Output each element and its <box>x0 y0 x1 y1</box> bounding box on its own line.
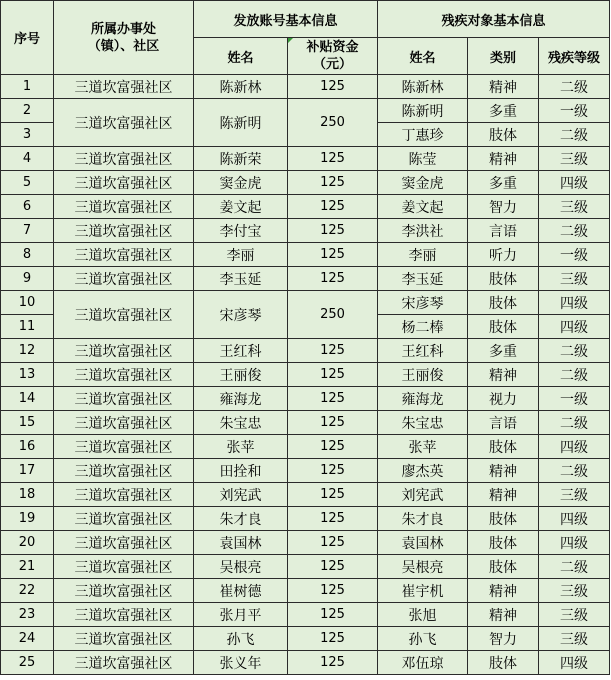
cell-account-name[interactable]: 刘宪武 <box>194 483 288 507</box>
cell-level[interactable]: 二级 <box>539 219 610 243</box>
cell-subsidy[interactable]: 125 <box>288 267 378 291</box>
cell-seq[interactable]: 3 <box>1 123 54 147</box>
cell-category[interactable]: 肢体 <box>468 507 539 531</box>
cell-disabled-name[interactable]: 张苹 <box>378 435 468 459</box>
cell-category[interactable]: 肢体 <box>468 531 539 555</box>
cell-seq[interactable]: 4 <box>1 147 54 171</box>
cell-subsidy[interactable]: 125 <box>288 603 378 627</box>
cell-subsidy[interactable]: 125 <box>288 411 378 435</box>
cell-account-name[interactable]: 姜文起 <box>194 195 288 219</box>
cell-seq[interactable]: 9 <box>1 267 54 291</box>
cell-account-name[interactable]: 孙飞 <box>194 627 288 651</box>
cell-office[interactable]: 三道坎富强社区 <box>54 579 194 603</box>
cell-category[interactable]: 精神 <box>468 603 539 627</box>
cell-disabled-name[interactable]: 窦金虎 <box>378 171 468 195</box>
cell-disabled-name[interactable]: 李洪社 <box>378 219 468 243</box>
cell-disabled-name[interactable]: 邓伍琼 <box>378 651 468 675</box>
cell-office[interactable]: 三道坎富强社区 <box>54 651 194 675</box>
table-row <box>1 507 610 531</box>
header-disabled-group[interactable]: 残疾对象基本信息 <box>378 1 610 38</box>
header-subsidy-line2: （元） <box>313 57 353 72</box>
cell-account-name[interactable]: 宋彦琴 <box>194 291 288 339</box>
cell-account-name[interactable]: 王红科 <box>194 339 288 363</box>
header-subsidy[interactable] <box>288 38 378 75</box>
cell-level[interactable]: 四级 <box>539 651 610 675</box>
cell-category[interactable]: 言语 <box>468 411 539 435</box>
cell-level[interactable]: 二级 <box>539 411 610 435</box>
header-account-group[interactable]: 发放账号基本信息 <box>194 1 378 38</box>
cell-seq[interactable]: 21 <box>1 555 54 579</box>
cell-office[interactable]: 三道坎富强社区 <box>54 555 194 579</box>
header-disabled-name[interactable]: 姓名 <box>378 38 468 75</box>
cell-seq[interactable]: 24 <box>1 627 54 651</box>
cell-level[interactable]: 四级 <box>539 315 610 339</box>
cell-account-name[interactable]: 雍海龙 <box>194 387 288 411</box>
cell-disabled-name[interactable]: 廖杰英 <box>378 459 468 483</box>
cell-level[interactable]: 三级 <box>539 603 610 627</box>
cell-account-name[interactable]: 张苹 <box>194 435 288 459</box>
cell-disabled-name[interactable]: 李玉延 <box>378 267 468 291</box>
cell-office[interactable]: 三道坎富强社区 <box>54 507 194 531</box>
cell-subsidy[interactable]: 125 <box>288 651 378 675</box>
cell-level[interactable]: 四级 <box>539 291 610 315</box>
cell-subsidy[interactable]: 125 <box>288 75 378 99</box>
table-row <box>1 603 610 627</box>
table-row <box>1 75 610 99</box>
cell-account-name[interactable]: 崔树德 <box>194 579 288 603</box>
cell-subsidy[interactable]: 125 <box>288 243 378 267</box>
cell-account-name[interactable]: 张月平 <box>194 603 288 627</box>
header-office-line2: （镇）、社区 <box>87 38 160 54</box>
table-row <box>1 651 610 675</box>
cell-office[interactable]: 三道坎富强社区 <box>54 531 194 555</box>
cell-office[interactable]: 三道坎富强社区 <box>54 339 194 363</box>
cell-office[interactable]: 三道坎富强社区 <box>54 627 194 651</box>
cell-subsidy[interactable]: 125 <box>288 483 378 507</box>
cell-level[interactable]: 三级 <box>539 627 610 651</box>
cell-category[interactable]: 精神 <box>468 363 539 387</box>
table-row <box>1 387 610 411</box>
cell-level[interactable]: 四级 <box>539 435 610 459</box>
cell-seq[interactable]: 15 <box>1 411 54 435</box>
cell-disabled-name[interactable]: 朱才良 <box>378 507 468 531</box>
cell-level[interactable]: 三级 <box>539 267 610 291</box>
cell-subsidy[interactable]: 125 <box>288 147 378 171</box>
cell-office[interactable]: 三道坎富强社区 <box>54 99 194 147</box>
cell-subsidy[interactable]: 125 <box>288 363 378 387</box>
cell-seq[interactable]: 7 <box>1 219 54 243</box>
table-row <box>1 579 610 603</box>
cell-category[interactable]: 智力 <box>468 195 539 219</box>
cell-category[interactable]: 精神 <box>468 147 539 171</box>
table-row <box>1 627 610 651</box>
cell-subsidy[interactable]: 250 <box>288 291 378 339</box>
cell-seq[interactable]: 19 <box>1 507 54 531</box>
cell-category[interactable]: 肢体 <box>468 267 539 291</box>
cell-category[interactable]: 肢体 <box>468 651 539 675</box>
cell-category[interactable]: 多重 <box>468 339 539 363</box>
cell-subsidy[interactable]: 125 <box>288 171 378 195</box>
cell-disabled-name[interactable]: 丁惠珍 <box>378 123 468 147</box>
cell-level[interactable]: 二级 <box>539 555 610 579</box>
table-row <box>1 483 610 507</box>
cell-subsidy[interactable]: 125 <box>288 195 378 219</box>
table-row <box>1 531 610 555</box>
header-office[interactable] <box>54 1 194 75</box>
cell-office[interactable]: 三道坎富强社区 <box>54 483 194 507</box>
cell-seq[interactable]: 6 <box>1 195 54 219</box>
header-office-line1: 所属办事处 <box>90 21 156 37</box>
cell-seq[interactable]: 18 <box>1 483 54 507</box>
cell-subsidy[interactable]: 125 <box>288 627 378 651</box>
cell-level[interactable]: 二级 <box>539 75 610 99</box>
cell-subsidy[interactable]: 125 <box>288 387 378 411</box>
cell-office[interactable]: 三道坎富强社区 <box>54 387 194 411</box>
cell-seq[interactable]: 22 <box>1 579 54 603</box>
cell-subsidy[interactable]: 125 <box>288 579 378 603</box>
cell-disabled-name[interactable]: 杨二棒 <box>378 315 468 339</box>
table-row <box>1 171 610 195</box>
cell-account-name[interactable]: 陈新林 <box>194 75 288 99</box>
cell-seq[interactable]: 23 <box>1 603 54 627</box>
cell-category[interactable]: 多重 <box>468 171 539 195</box>
cell-account-name[interactable]: 朱才良 <box>194 507 288 531</box>
cell-seq[interactable]: 10 <box>1 291 54 315</box>
table-row <box>1 147 610 171</box>
cell-subsidy[interactable]: 125 <box>288 435 378 459</box>
cell-seq[interactable]: 17 <box>1 459 54 483</box>
table-row <box>1 195 610 219</box>
cell-account-name[interactable]: 王丽俊 <box>194 363 288 387</box>
cell-account-name[interactable]: 陈新荣 <box>194 147 288 171</box>
table-row <box>1 243 610 267</box>
cell-office[interactable]: 三道坎富强社区 <box>54 435 194 459</box>
cell-account-name[interactable]: 李丽 <box>194 243 288 267</box>
cell-category[interactable]: 言语 <box>468 219 539 243</box>
header-level[interactable]: 残疾等级 <box>539 38 610 75</box>
cell-office[interactable]: 三道坎富强社区 <box>54 171 194 195</box>
cell-disabled-name[interactable]: 王红科 <box>378 339 468 363</box>
cell-category[interactable]: 智力 <box>468 627 539 651</box>
table-row <box>1 291 610 315</box>
cell-seq[interactable]: 1 <box>1 75 54 99</box>
cell-subsidy[interactable]: 125 <box>288 531 378 555</box>
cell-office[interactable]: 三道坎富强社区 <box>54 147 194 171</box>
cell-disabled-name[interactable]: 李丽 <box>378 243 468 267</box>
cell-account-name[interactable]: 袁国林 <box>194 531 288 555</box>
cell-subsidy[interactable]: 125 <box>288 339 378 363</box>
cell-category[interactable]: 肢体 <box>468 435 539 459</box>
cell-disabled-name[interactable]: 袁国林 <box>378 531 468 555</box>
cell-category[interactable]: 多重 <box>468 99 539 123</box>
cell-account-name[interactable]: 吴根亮 <box>194 555 288 579</box>
cell-level[interactable]: 四级 <box>539 171 610 195</box>
cell-category[interactable]: 肢体 <box>468 123 539 147</box>
cell-level[interactable]: 一级 <box>539 243 610 267</box>
cell-seq[interactable]: 8 <box>1 243 54 267</box>
cell-level[interactable]: 四级 <box>539 531 610 555</box>
cell-disabled-name[interactable]: 陈新明 <box>378 99 468 123</box>
table-row <box>1 459 610 483</box>
cell-level[interactable]: 二级 <box>539 459 610 483</box>
cell-seq[interactable]: 25 <box>1 651 54 675</box>
cell-level[interactable]: 二级 <box>539 123 610 147</box>
cell-level[interactable]: 二级 <box>539 363 610 387</box>
cell-subsidy[interactable]: 125 <box>288 555 378 579</box>
table-row <box>1 267 610 291</box>
cell-seq[interactable]: 11 <box>1 315 54 339</box>
cell-seq[interactable]: 5 <box>1 171 54 195</box>
cell-category[interactable]: 视力 <box>468 387 539 411</box>
cell-disabled-name[interactable]: 雍海龙 <box>378 387 468 411</box>
cell-disabled-name[interactable]: 朱宝忠 <box>378 411 468 435</box>
cell-office[interactable]: 三道坎富强社区 <box>54 459 194 483</box>
cell-subsidy[interactable]: 125 <box>288 507 378 531</box>
cell-level[interactable]: 三级 <box>539 579 610 603</box>
table-row <box>1 555 610 579</box>
cell-disabled-name[interactable]: 宋彦琴 <box>378 291 468 315</box>
header-seq[interactable]: 序号 <box>1 1 54 75</box>
cell-level[interactable]: 三级 <box>539 195 610 219</box>
cell-subsidy[interactable]: 125 <box>288 219 378 243</box>
cell-disabled-name[interactable]: 刘宪武 <box>378 483 468 507</box>
header-account-name[interactable]: 姓名 <box>194 38 288 75</box>
cell-office[interactable]: 三道坎富强社区 <box>54 291 194 339</box>
cell-comment-marker-icon <box>288 38 293 43</box>
cell-category[interactable]: 精神 <box>468 75 539 99</box>
cell-office[interactable]: 三道坎富强社区 <box>54 603 194 627</box>
cell-seq[interactable]: 13 <box>1 363 54 387</box>
cell-disabled-name[interactable]: 陈新林 <box>378 75 468 99</box>
header-category[interactable]: 类别 <box>468 38 539 75</box>
cell-disabled-name[interactable]: 孙飞 <box>378 627 468 651</box>
cell-office[interactable]: 三道坎富强社区 <box>54 363 194 387</box>
table-row <box>1 411 610 435</box>
cell-account-name[interactable]: 田拴和 <box>194 459 288 483</box>
table-row <box>1 339 610 363</box>
cell-seq[interactable]: 20 <box>1 531 54 555</box>
cell-level[interactable]: 一级 <box>539 99 610 123</box>
cell-disabled-name[interactable]: 崔宇机 <box>378 579 468 603</box>
cell-category[interactable]: 肢体 <box>468 555 539 579</box>
table-row <box>1 363 610 387</box>
cell-account-name[interactable]: 窦金虎 <box>194 171 288 195</box>
cell-office[interactable]: 三道坎富强社区 <box>54 75 194 99</box>
header-subsidy-line1: 补贴资金 <box>306 40 359 55</box>
table-row <box>1 435 610 459</box>
cell-level[interactable]: 四级 <box>539 507 610 531</box>
cell-disabled-name[interactable]: 张旭 <box>378 603 468 627</box>
cell-disabled-name[interactable]: 陈莹 <box>378 147 468 171</box>
table-row <box>1 99 610 123</box>
cell-office[interactable]: 三道坎富强社区 <box>54 411 194 435</box>
cell-office[interactable]: 三道坎富强社区 <box>54 243 194 267</box>
cell-office[interactable]: 三道坎富强社区 <box>54 267 194 291</box>
cell-account-name[interactable]: 李玉延 <box>194 267 288 291</box>
cell-seq[interactable]: 14 <box>1 387 54 411</box>
cell-level[interactable]: 三级 <box>539 483 610 507</box>
cell-subsidy[interactable]: 125 <box>288 459 378 483</box>
cell-category[interactable]: 精神 <box>468 579 539 603</box>
cell-level[interactable]: 三级 <box>539 147 610 171</box>
cell-level[interactable]: 二级 <box>539 339 610 363</box>
cell-account-name[interactable]: 张义年 <box>194 651 288 675</box>
cell-category[interactable]: 肢体 <box>468 315 539 339</box>
table-row <box>1 219 610 243</box>
cell-seq[interactable]: 16 <box>1 435 54 459</box>
cell-disabled-name[interactable]: 姜文起 <box>378 195 468 219</box>
cell-disabled-name[interactable]: 王丽俊 <box>378 363 468 387</box>
cell-office[interactable]: 三道坎富强社区 <box>54 195 194 219</box>
cell-account-name[interactable]: 李付宝 <box>194 219 288 243</box>
cell-account-name[interactable]: 朱宝忠 <box>194 411 288 435</box>
cell-category[interactable]: 精神 <box>468 483 539 507</box>
cell-account-name[interactable]: 陈新明 <box>194 99 288 147</box>
cell-level[interactable]: 一级 <box>539 387 610 411</box>
cell-category[interactable]: 精神 <box>468 459 539 483</box>
cell-disabled-name[interactable]: 吴根亮 <box>378 555 468 579</box>
cell-subsidy[interactable]: 250 <box>288 99 378 147</box>
cell-seq[interactable]: 2 <box>1 99 54 123</box>
cell-category[interactable]: 肢体 <box>468 291 539 315</box>
cell-seq[interactable]: 12 <box>1 339 54 363</box>
cell-category[interactable]: 听力 <box>468 243 539 267</box>
cell-office[interactable]: 三道坎富强社区 <box>54 219 194 243</box>
